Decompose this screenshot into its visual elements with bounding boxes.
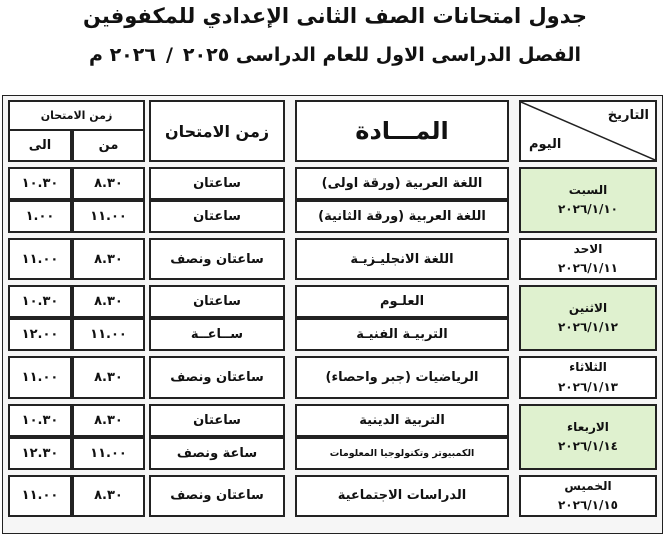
from-time-cell: ٨.٣٠ bbox=[72, 167, 145, 200]
from-time-cell: ١١.٠٠ bbox=[72, 437, 145, 470]
to-time-cell: ١٠.٣٠ bbox=[8, 167, 72, 200]
subject-cell: اللغة العربية (ورقة اولى) bbox=[295, 167, 509, 200]
duration-cell: ساعتان bbox=[149, 285, 285, 318]
year-from: ٢٠٢٥ bbox=[182, 44, 230, 66]
to-time-cell: ١١.٠٠ bbox=[8, 475, 72, 517]
table-row bbox=[8, 404, 657, 437]
header-row bbox=[8, 100, 657, 131]
from-time-cell: ١١.٠٠ bbox=[72, 318, 145, 351]
to-time-cell: ١١.٠٠ bbox=[8, 356, 72, 398]
exam-schedule-table bbox=[8, 100, 657, 517]
table-row bbox=[8, 167, 657, 200]
date-day-header bbox=[519, 100, 657, 162]
subject-cell: الدراسات الاجتماعية bbox=[295, 475, 509, 517]
day-name: السبت bbox=[568, 182, 608, 197]
exam-date: ٢٠٢٦/١/١٣ bbox=[557, 379, 619, 394]
table-row bbox=[8, 356, 657, 398]
from-time-cell: ٨.٣٠ bbox=[72, 356, 145, 398]
exam-date: ٢٠٢٦/١/١٠ bbox=[557, 202, 619, 216]
day-cell bbox=[519, 285, 657, 351]
to-time-cell: ١٢.٠٠ bbox=[8, 318, 72, 351]
from-header: من bbox=[72, 131, 145, 162]
subject-header: المـــادة bbox=[295, 100, 509, 162]
page-title: جدول امتحانات الصف الثانى الإعدادي للمكفوفين bbox=[83, 4, 587, 28]
day-cell bbox=[519, 356, 657, 398]
day-name: الثلاثاء bbox=[569, 360, 607, 375]
duration-cell: ساعتان ونصف bbox=[149, 238, 285, 280]
term-line bbox=[0, 44, 670, 66]
duration-cell: ساعتان ونصف bbox=[149, 475, 285, 517]
day-name: الاثنين bbox=[568, 301, 608, 316]
exam-date: ٢٠٢٦/١/١٥ bbox=[557, 497, 619, 512]
to-time-cell: ١٠.٣٠ bbox=[8, 285, 72, 318]
day-cell bbox=[519, 404, 657, 470]
table-row bbox=[8, 285, 657, 318]
from-time-cell: ٨.٣٠ bbox=[72, 238, 145, 280]
from-time-cell: ٨.٣٠ bbox=[72, 285, 145, 318]
academic-year bbox=[89, 44, 229, 66]
date-header-label: التاريخ bbox=[607, 108, 649, 123]
subject-cell: اللغة الانجليـزيـة bbox=[295, 238, 509, 280]
subject-cell: الرياضيات (جبر واحصاء) bbox=[295, 356, 509, 398]
duration-header: زمن الامتحان bbox=[149, 100, 285, 162]
from-time-cell: ٨.٣٠ bbox=[72, 475, 145, 517]
duration-cell: ســاعــة bbox=[149, 318, 285, 351]
to-time-cell: ١.٠٠ bbox=[8, 200, 72, 233]
term-label: الفصل الدراسى الاول للعام الدراسى bbox=[235, 44, 581, 66]
year-to: ٢٠٢٦ م bbox=[89, 44, 156, 66]
exam-date: ٢٠٢٦/١/١٢ bbox=[557, 320, 619, 335]
day-name: الاربعاء bbox=[567, 419, 609, 434]
day-cell bbox=[519, 475, 657, 517]
to-time-cell: ١٢.٣٠ bbox=[8, 437, 72, 470]
page-header bbox=[0, 0, 670, 96]
from-time-cell: ٨.٣٠ bbox=[72, 404, 145, 437]
subject-cell: اللغة العربية (ورقة الثانية) bbox=[295, 200, 509, 233]
subject-cell: الكمبيوتر وتكنولوجيا المعلومات bbox=[295, 437, 509, 470]
day-header-label: اليوم bbox=[529, 137, 562, 152]
time-header: زمن الامتحان bbox=[8, 100, 145, 131]
schedule-frame bbox=[2, 95, 663, 534]
day-name: الاحد bbox=[573, 242, 603, 256]
exam-date: ٢٠٢٦/١/١٤ bbox=[557, 438, 619, 453]
duration-cell: ساعتان bbox=[149, 404, 285, 437]
to-time-cell: ١٠.٣٠ bbox=[8, 404, 72, 437]
day-name: الخميس bbox=[564, 478, 612, 493]
year-slash: / bbox=[165, 44, 173, 66]
duration-cell: ساعتان bbox=[149, 200, 285, 233]
duration-cell: ساعتان bbox=[149, 167, 285, 200]
day-cell bbox=[519, 167, 657, 233]
subject-cell: التربيـة الفنيـة bbox=[295, 318, 509, 351]
from-time-cell: ١١.٠٠ bbox=[72, 200, 145, 233]
subject-cell: التربية الدينية bbox=[295, 404, 509, 437]
exam-date: ٢٠٢٦/١/١١ bbox=[557, 261, 619, 276]
day-cell bbox=[519, 238, 657, 280]
table-row bbox=[8, 475, 657, 517]
subject-cell: العلـوم bbox=[295, 285, 509, 318]
duration-cell: ساعة ونصف bbox=[149, 437, 285, 470]
to-time-cell: ١١.٠٠ bbox=[8, 238, 72, 280]
to-header: الى bbox=[8, 131, 72, 162]
table-row bbox=[8, 238, 657, 280]
duration-cell: ساعتان ونصف bbox=[149, 356, 285, 398]
